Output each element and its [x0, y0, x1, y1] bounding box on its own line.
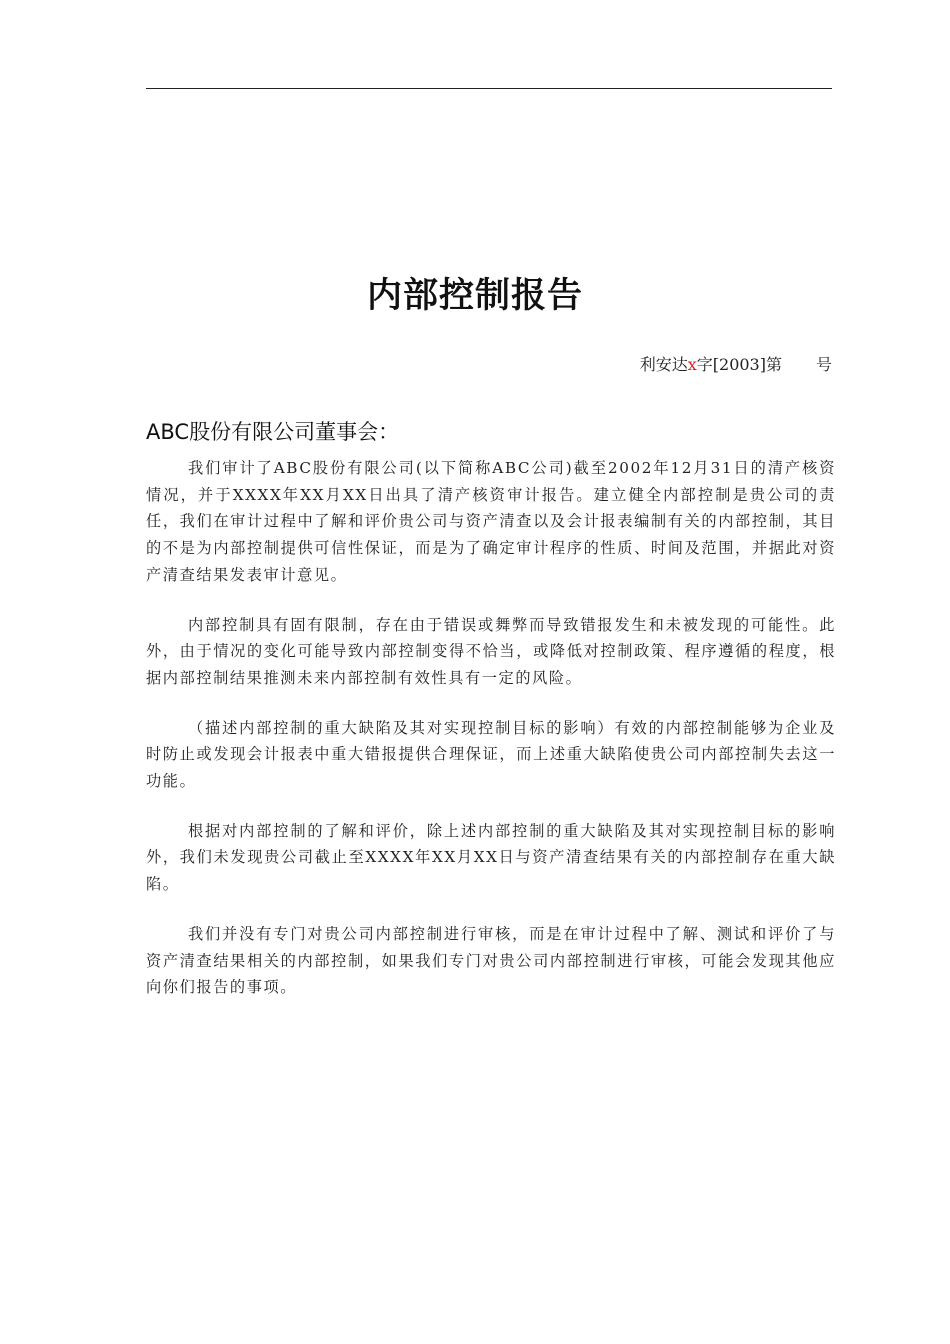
paragraph-3: （描述内部控制的重大缺陷及其对实现控制目标的影响）有效的内部控制能够为企业及时防止或发现会计报表中重大错报提供合理保证，而上述重大缺陷使贵公司内部控制失去这一功能。 — [146, 718, 836, 791]
doc-number-mark: x — [687, 355, 697, 374]
paragraph-1: 我们审计了ABC股份有限公司(以下简称ABC公司)截至2002年12月31日的清产核资情况，并于XXXX年XX月XX日出具了清产核资审计报告。建立健全内部控制是贵公司的责任，我们在审计过程中了解和评价贵公司与资产清查以及会计报表编制有关的内部控制，其目的不是为内部控制提供可信性保证，而是为了确定审计程序的性质、时间及范围，并据此对资产清查结果发表审计意见。 — [146, 459, 836, 584]
doc-number-middle: 字[2003]第 — [696, 355, 782, 374]
addressee: ABC股份有限公司董事会： — [146, 420, 400, 444]
paragraph-2: 内部控制具有固有限制，存在由于错误或舞弊而导致错报发生和未被发现的可能性。此外，由于情况的变化可能导致内部控制变得不恰当，或降低对控制政策、程序遵循的程度，根据内部控制结果推测未来内部控制有效性具有一定的风险。 — [146, 615, 836, 687]
paragraph-5: 我们并没有专门对贵公司内部控制进行审核，而是在审计过程中了解、测试和评价了与资产清查结果相关的内部控制，如果我们专门对贵公司内部控制进行审核，可能会发现其他应向你们报告的事项。 — [146, 924, 836, 997]
paragraph-4: 根据对内部控制的了解和评价，除上述内部控制的重大缺陷及其对实现控制目标的影响外，我们未发现贵公司截止至XXXX年XX月XX日与资产清查结果有关的内部控制存在重大缺陷。 — [146, 821, 836, 894]
doc-number-prefix: 利安达 — [639, 355, 688, 374]
document-title: 内部控制报告 — [366, 276, 583, 316]
doc-number-suffix: 号 — [815, 355, 832, 374]
document-number — [640, 352, 832, 375]
header-rule — [146, 88, 832, 89]
report-body — [146, 455, 836, 1024]
